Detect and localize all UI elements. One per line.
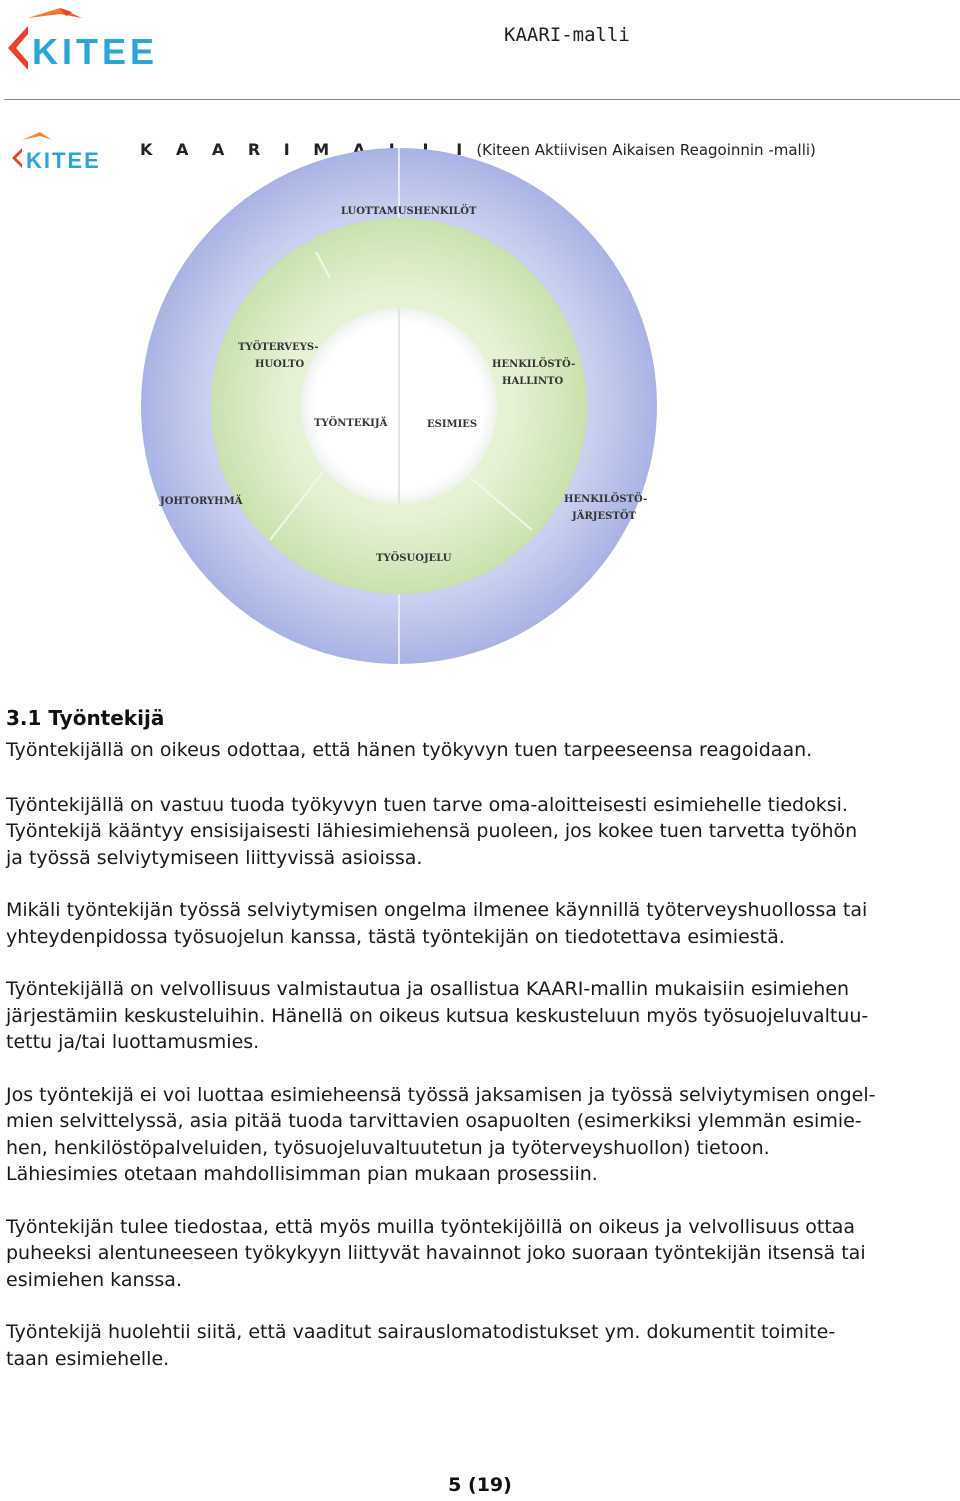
label-johtoryhma: JOHTORYHMÄ bbox=[160, 496, 243, 507]
label-henkilostohallinto-1: HENKILÖSTÖ- bbox=[492, 359, 576, 370]
label-henkilostohallinto-2: HALLINTO bbox=[502, 376, 564, 387]
paragraph: Työntekijällä on vastuu tuoda työkyvyn tuen tarve oma-aloitteisesti esimiehelle tiedoksi. Työntekijä kääntyy ensisijaisesti lähiesimiehensä puoleen, jos kokee tuen tarvetta työhön ja työssä selviytymiseen liittyvissä asioissa. bbox=[6, 793, 858, 869]
page-header bbox=[0, 0, 960, 100]
kaari-diagram bbox=[0, 110, 960, 670]
kaari-wheel bbox=[0, 110, 960, 670]
diagram-title-subtitle: (Kiteen Aktiivisen Aikaisen Reagoinnin -malli) bbox=[476, 141, 816, 159]
label-tyoterveyshuolto-2: HUOLTO bbox=[255, 359, 305, 370]
small-logo-text: KITEE bbox=[26, 148, 101, 173]
label-henkilostojarjestot-1: HENKILÖSTÖ- bbox=[564, 494, 648, 505]
paragraph: Työntekijällä on oikeus odottaa, että hänen työkyvyn tuen tarpeeseensa reagoidaan. bbox=[6, 739, 813, 761]
diagram-title-main: K A A R I M A L L I bbox=[140, 140, 472, 159]
header-divider bbox=[4, 99, 960, 100]
section-content bbox=[6, 705, 946, 1398]
label-henkilostojarjestot-2: JÄRJESTÖT bbox=[572, 511, 636, 522]
paragraph: Jos työntekijä ei voi luottaa esimieheensä työssä jaksamisen ja työssä selviytymisen ongel- mien selvittelyssä, asia pitää tuoda tarvittavien osapuolten (esimerkiksi ylemmän esimie- hen, henkilöstöpalveluiden, työsuojeluvaltuutetun ja työterveyshuollon) tietoon. Lähiesimies otetaan mahdollisimman pian mukaan prosessiin. bbox=[6, 1083, 876, 1185]
page-number: 5 (19) bbox=[448, 1474, 512, 1496]
label-luottamushenkilot: LUOTTAMUSHENKILÖT bbox=[341, 206, 477, 217]
paragraph: Työntekijä huolehtii siitä, että vaaditut sairauslomatodistukset ym. dokumentit toimite- taan esimiehelle. bbox=[6, 1321, 836, 1370]
kitee-logo bbox=[6, 4, 202, 70]
section-heading: 3.1 Työntekijä bbox=[6, 706, 165, 730]
paragraph: Työntekijän tulee tiedostaa, että myös muilla työntekijöillä on oikeus ja velvollisuus ottaa puheeksi alentuneeseen työkykyyn liittyvät havainnot joko suoraan työntekijän itsensä tai esimiehen kanssa. bbox=[6, 1215, 866, 1291]
label-tyosuojelu: TYÖSUOJELU bbox=[376, 553, 452, 564]
paragraph: Mikäli työntekijän työssä selviytymisen ongelma ilmenee käynnillä työterveyshuollossa tai yhteydenpidossa työsuojelun kanssa, tästä työntekijän on tiedotettava esimiestä. bbox=[6, 899, 868, 948]
label-esimies: ESIMIES bbox=[427, 419, 478, 430]
logo-text: KITEE bbox=[32, 31, 159, 70]
document-title: KAARI-malli bbox=[504, 24, 630, 46]
label-tyontekija: TYÖNTEKIJÄ bbox=[314, 418, 388, 429]
paragraph: Työntekijällä on velvollisuus valmistautua ja osallistua KAARI-mallin mukaisiin esimiehen järjestämiin keskusteluihin. Hänellä on oikeus kutsua keskusteluun myös työsuojeluvaltuu- tettu ja/tai luottamusmies. bbox=[6, 978, 869, 1053]
label-tyoterveyshuolto-1: TYÖTERVEYS- bbox=[238, 342, 319, 353]
